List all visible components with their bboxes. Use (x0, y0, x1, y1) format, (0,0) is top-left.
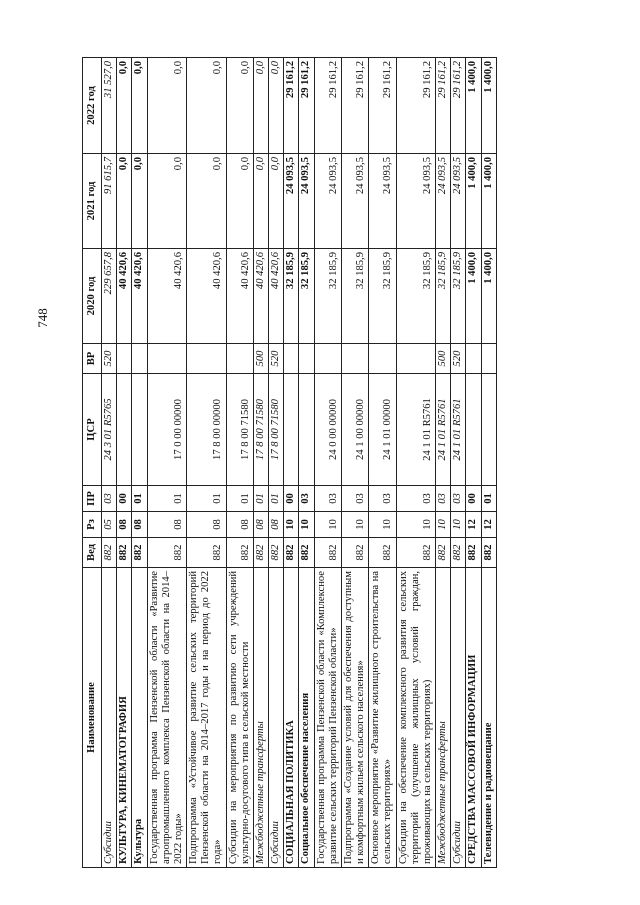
cell-vr: 500 (436, 344, 451, 374)
cell-y2020: 32 185,9 (451, 249, 466, 344)
cell-y2020: 32 185,9 (341, 249, 368, 344)
table-row (284, 58, 299, 868)
cell-y2021: 0,0 (117, 154, 132, 249)
cell-y2021: 24 093,5 (314, 154, 341, 249)
cell-csr: 24 1 01 00000 (369, 374, 396, 486)
cell-ved: 882 (481, 538, 496, 568)
cell-ved: 882 (369, 538, 396, 568)
cell-rz: 10 (436, 512, 451, 538)
cell-y2021: 0,0 (253, 154, 268, 249)
cell-y2022: 0,0 (117, 58, 132, 154)
cell-name: СОЦИАЛЬНАЯ ПОЛИТИКА (284, 568, 299, 868)
cell-y2021: 24 093,5 (436, 154, 451, 249)
cell-y2022: 29 161,2 (284, 58, 299, 154)
table-row (269, 58, 284, 868)
cell-ved: 882 (341, 538, 368, 568)
column-header-name: Наименование (83, 568, 102, 868)
cell-ved: 882 (299, 538, 314, 568)
cell-name: Социальное обеспечение населения (299, 568, 314, 868)
table-row (369, 58, 396, 868)
cell-csr: 24 3 01 R5765 (102, 374, 117, 486)
cell-name: Субсидии (451, 568, 466, 868)
cell-name: Межбюджетные трансферты (253, 568, 268, 868)
cell-vr (341, 344, 368, 374)
cell-y2022: 29 161,2 (341, 58, 368, 154)
cell-ved: 882 (226, 538, 253, 568)
header-row (83, 58, 102, 868)
cell-y2022: 29 161,2 (369, 58, 396, 154)
cell-rz: 08 (147, 512, 187, 538)
cell-rz: 05 (102, 512, 117, 538)
cell-y2020: 40 420,6 (253, 249, 268, 344)
cell-y2022: 0,0 (253, 58, 268, 154)
cell-vr (466, 344, 481, 374)
cell-rz: 10 (451, 512, 466, 538)
cell-ved: 882 (187, 538, 227, 568)
cell-y2022: 0,0 (226, 58, 253, 154)
table-row (132, 58, 147, 868)
column-header-vr: ВР (83, 344, 102, 374)
cell-ved: 882 (147, 538, 187, 568)
cell-csr (299, 374, 314, 486)
cell-ved: 882 (466, 538, 481, 568)
cell-pr: 03 (299, 486, 314, 512)
cell-name: Подпрограмма «Создание условий для обеспечения доступным и комфортным жильем сельского населения» (341, 568, 368, 868)
cell-rz: 10 (299, 512, 314, 538)
cell-ved: 882 (102, 538, 117, 568)
table-row (481, 58, 496, 868)
cell-y2020: 1 400,0 (481, 249, 496, 344)
cell-rz: 08 (132, 512, 147, 538)
table-row (451, 58, 466, 868)
cell-vr: 520 (451, 344, 466, 374)
cell-y2020: 32 185,9 (396, 249, 436, 344)
cell-vr (132, 344, 147, 374)
table-row (396, 58, 436, 868)
cell-y2021: 0,0 (226, 154, 253, 249)
cell-vr (369, 344, 396, 374)
cell-rz: 10 (369, 512, 396, 538)
cell-csr: 24 1 01 R5761 (436, 374, 451, 486)
table-row (299, 58, 314, 868)
cell-csr: 24 1 01 R5761 (451, 374, 466, 486)
cell-csr: 17 8 00 00000 (187, 374, 227, 486)
cell-rz: 10 (396, 512, 436, 538)
cell-csr (466, 374, 481, 486)
column-header-csr: ЦСР (83, 374, 102, 486)
cell-pr: 00 (117, 486, 132, 512)
cell-pr: 01 (253, 486, 268, 512)
cell-csr (284, 374, 299, 486)
cell-y2021: 0,0 (132, 154, 147, 249)
cell-name: Межбюджетные трансферты (436, 568, 451, 868)
cell-vr (187, 344, 227, 374)
cell-y2021: 91 615,7 (102, 154, 117, 249)
cell-vr (117, 344, 132, 374)
rotated-page (82, 58, 566, 868)
cell-ved: 882 (269, 538, 284, 568)
cell-y2021: 24 093,5 (369, 154, 396, 249)
cell-y2020: 229 657,8 (102, 249, 117, 344)
cell-y2021: 0,0 (187, 154, 227, 249)
cell-ved: 882 (314, 538, 341, 568)
cell-rz: 08 (253, 512, 268, 538)
table-row (117, 58, 132, 868)
table-row (466, 58, 481, 868)
cell-name: Субсидии на мероприятия по развитию сети учреждений культурно-досугового типа в сельской местности (226, 568, 253, 868)
cell-y2021: 1 400,0 (466, 154, 481, 249)
cell-y2021: 24 093,5 (299, 154, 314, 249)
cell-y2022: 29 161,2 (396, 58, 436, 154)
cell-rz: 10 (314, 512, 341, 538)
cell-y2020: 40 420,6 (269, 249, 284, 344)
cell-y2022: 0,0 (187, 58, 227, 154)
cell-ved: 882 (396, 538, 436, 568)
cell-pr: 03 (451, 486, 466, 512)
cell-pr: 03 (369, 486, 396, 512)
cell-y2020: 40 420,6 (147, 249, 187, 344)
cell-y2022: 0,0 (132, 58, 147, 154)
cell-rz: 08 (226, 512, 253, 538)
cell-y2022: 1 400,0 (466, 58, 481, 154)
cell-y2021: 1 400,0 (481, 154, 496, 249)
column-header-ved: Вед (83, 538, 102, 568)
cell-y2020: 40 420,6 (117, 249, 132, 344)
cell-csr (132, 374, 147, 486)
page-number: 748 (35, 308, 50, 328)
cell-rz: 08 (117, 512, 132, 538)
table-row (436, 58, 451, 868)
cell-rz: 12 (466, 512, 481, 538)
cell-name: Государственная программа Пензенской области «Развитие агропромышленного комплекса Пензенской области на 2014–2022 годы» (147, 568, 187, 868)
cell-name: Телевидение и радиовещание (481, 568, 496, 868)
cell-y2021: 24 093,5 (396, 154, 436, 249)
table-row (314, 58, 341, 868)
cell-name: КУЛЬТУРА, КИНЕМАТОГРАФИЯ (117, 568, 132, 868)
table-row (253, 58, 268, 868)
cell-y2021: 0,0 (147, 154, 187, 249)
cell-ved: 882 (117, 538, 132, 568)
cell-pr: 03 (436, 486, 451, 512)
cell-csr (481, 374, 496, 486)
cell-csr: 24 0 00 00000 (314, 374, 341, 486)
cell-csr: 17 8 00 71580 (226, 374, 253, 486)
cell-rz: 08 (187, 512, 227, 538)
cell-vr: 520 (102, 344, 117, 374)
cell-y2022: 29 161,2 (314, 58, 341, 154)
cell-vr (481, 344, 496, 374)
cell-pr: 01 (147, 486, 187, 512)
cell-name: Основное мероприятие «Развитие жилищного строительства на сельских территориях» (369, 568, 396, 868)
table-row (147, 58, 187, 868)
cell-y2022: 29 161,2 (451, 58, 466, 154)
cell-pr: 00 (284, 486, 299, 512)
cell-y2020: 32 185,9 (369, 249, 396, 344)
cell-vr (147, 344, 187, 374)
cell-y2021: 24 093,5 (451, 154, 466, 249)
cell-pr: 01 (187, 486, 227, 512)
cell-name: Культура (132, 568, 147, 868)
table-row (226, 58, 253, 868)
cell-y2020: 40 420,6 (132, 249, 147, 344)
cell-name: Субсидии на обеспечение комплексного развития сельских территорий (улучшение жилищных условий граждан, проживающих на сельских территориях) (396, 568, 436, 868)
cell-pr: 01 (132, 486, 147, 512)
table-row (102, 58, 117, 868)
cell-y2020: 40 420,6 (226, 249, 253, 344)
cell-ved: 882 (436, 538, 451, 568)
cell-y2022: 0,0 (269, 58, 284, 154)
cell-vr (284, 344, 299, 374)
cell-csr: 24 1 00 00000 (341, 374, 368, 486)
cell-rz: 10 (341, 512, 368, 538)
cell-pr: 00 (466, 486, 481, 512)
column-header-pr: ПР (83, 486, 102, 512)
cell-name: Государственная программа Пензенской области «Комплексное развитие сельских территорий Пензенской области» (314, 568, 341, 868)
cell-pr: 01 (481, 486, 496, 512)
cell-rz: 08 (269, 512, 284, 538)
cell-y2021: 24 093,5 (341, 154, 368, 249)
cell-y2022: 29 161,2 (436, 58, 451, 154)
cell-pr: 01 (226, 486, 253, 512)
table-row (187, 58, 227, 868)
column-header-y2020: 2020 год (83, 249, 102, 344)
cell-ved: 882 (132, 538, 147, 568)
cell-ved: 882 (284, 538, 299, 568)
cell-pr: 03 (102, 486, 117, 512)
cell-y2020: 32 185,9 (299, 249, 314, 344)
cell-name: СРЕДСТВА МАССОВОЙ ИНФОРМАЦИИ (466, 568, 481, 868)
cell-csr: 17 8 00 71580 (253, 374, 268, 486)
cell-name: Субсидии (269, 568, 284, 868)
cell-vr (226, 344, 253, 374)
cell-ved: 882 (451, 538, 466, 568)
cell-y2022: 0,0 (147, 58, 187, 154)
table-row (341, 58, 368, 868)
cell-name: Субсидии (102, 568, 117, 868)
cell-y2020: 32 185,9 (314, 249, 341, 344)
column-header-y2021: 2021 год (83, 154, 102, 249)
cell-csr: 17 8 00 71580 (269, 374, 284, 486)
cell-y2021: 0,0 (269, 154, 284, 249)
cell-y2020: 1 400,0 (466, 249, 481, 344)
cell-csr (117, 374, 132, 486)
budget-table (82, 57, 497, 868)
cell-y2020: 40 420,6 (187, 249, 227, 344)
cell-vr (299, 344, 314, 374)
cell-y2021: 24 093,5 (284, 154, 299, 249)
cell-y2022: 29 161,2 (299, 58, 314, 154)
column-header-rz: Рз (83, 512, 102, 538)
cell-pr: 03 (396, 486, 436, 512)
cell-y2022: 31 527,0 (102, 58, 117, 154)
cell-rz: 12 (481, 512, 496, 538)
cell-csr: 17 0 00 00000 (147, 374, 187, 486)
cell-csr: 24 1 01 R5761 (396, 374, 436, 486)
cell-rz: 10 (284, 512, 299, 538)
cell-pr: 03 (314, 486, 341, 512)
table-body (102, 58, 497, 868)
cell-vr: 520 (269, 344, 284, 374)
cell-y2022: 1 400,0 (481, 58, 496, 154)
column-header-y2022: 2022 год (83, 58, 102, 154)
cell-ved: 882 (253, 538, 268, 568)
cell-y2020: 32 185,9 (436, 249, 451, 344)
cell-pr: 03 (341, 486, 368, 512)
cell-y2020: 32 185,9 (284, 249, 299, 344)
cell-vr (314, 344, 341, 374)
cell-vr (396, 344, 436, 374)
cell-pr: 01 (269, 486, 284, 512)
cell-name: Подпрограмма «Устойчивое развитие сельских территорий Пензенской области на 2014–2017 годы и на период до 2022 года» (187, 568, 227, 868)
cell-vr: 500 (253, 344, 268, 374)
